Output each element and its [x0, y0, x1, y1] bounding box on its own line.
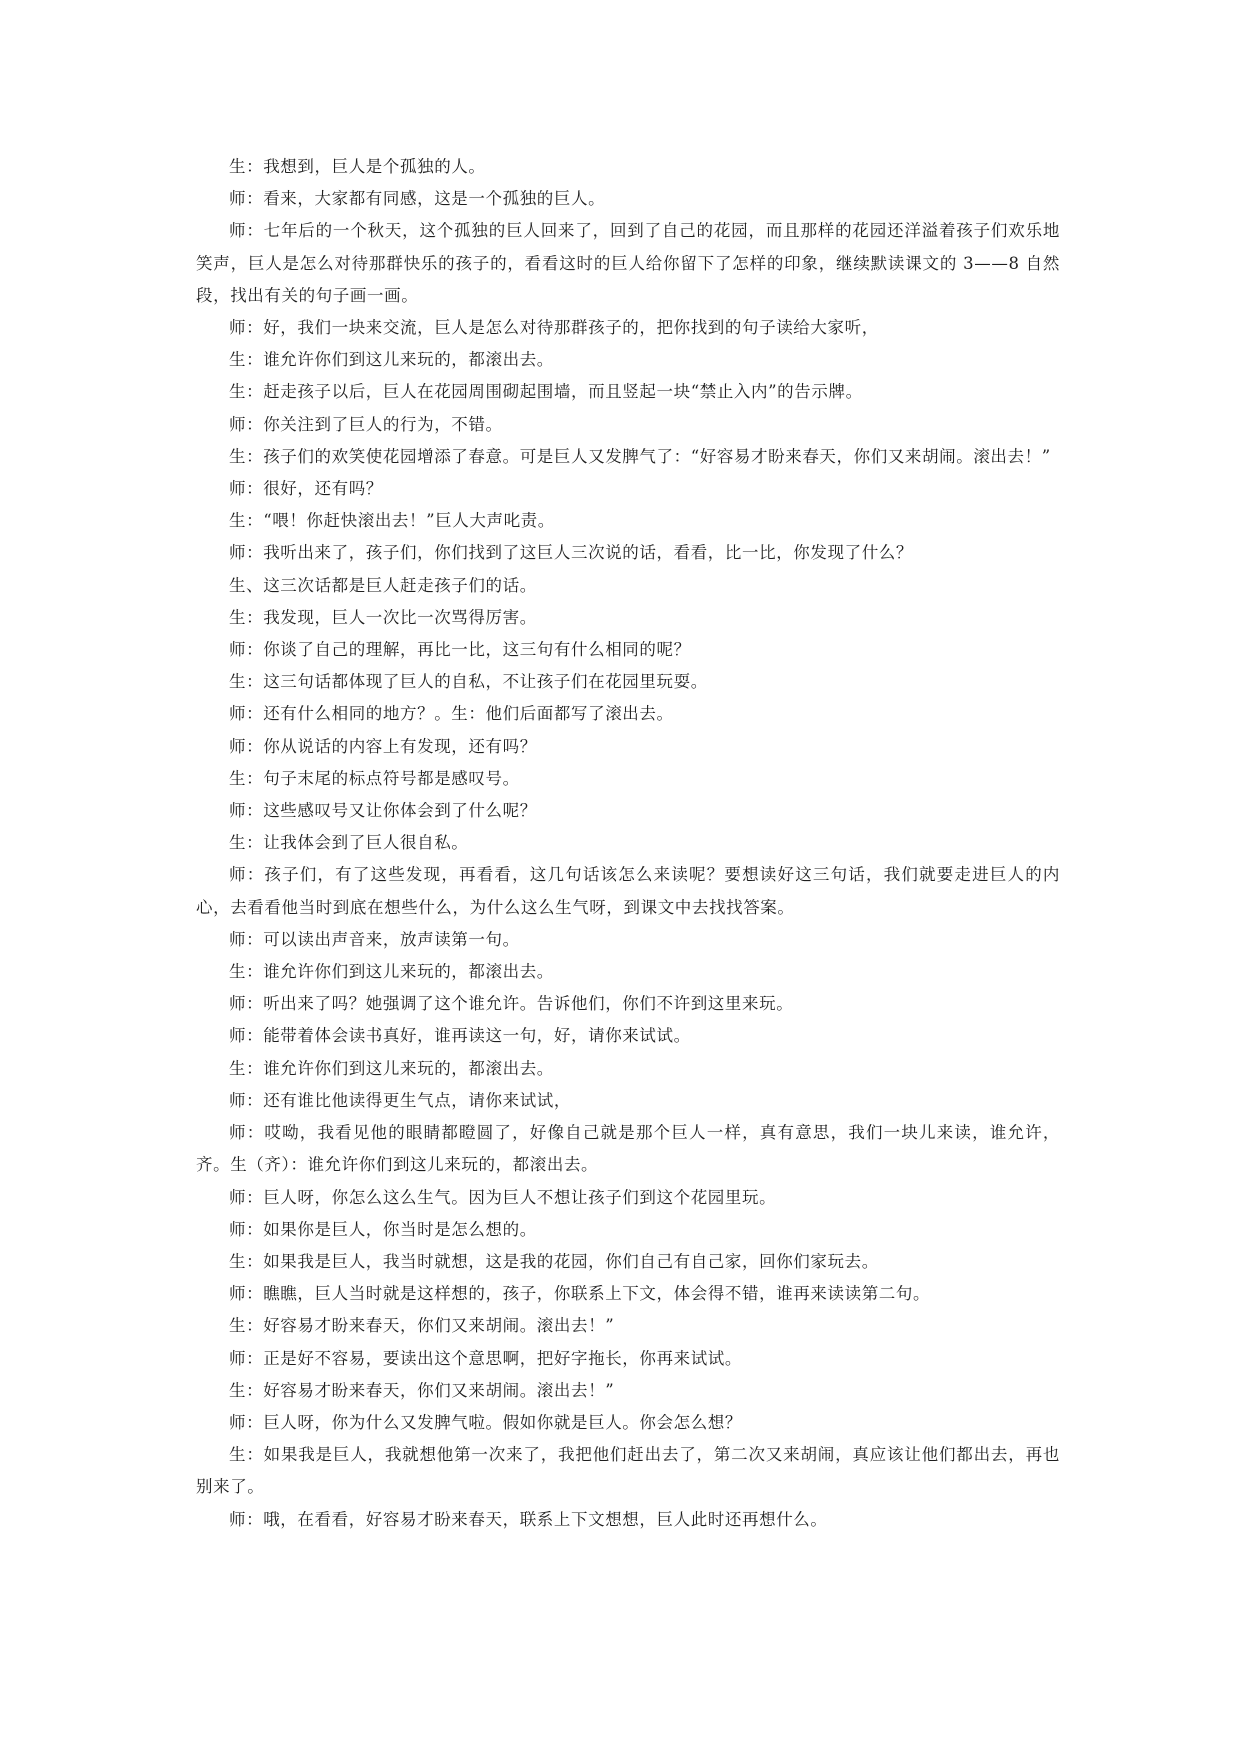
dialogue-paragraph: 师：正是好不容易，要读出这个意思啊，把好字拖长，你再来试试。 [229, 1348, 742, 1368]
dialogue-paragraph: 生、这三次话都是巨人赶走孩子们的话。 [229, 575, 537, 595]
dialogue-paragraph: 师：哦，在看看，好容易才盼来春天，联系上下文想想，巨人此时还再想什么。 [229, 1509, 828, 1529]
dialogue-paragraph: 生：谁允许你们到这儿来玩的，都滚出去。 [229, 1058, 554, 1078]
dialogue-paragraph: 师：巨人呀，你怎么这么生气。因为巨人不想让孩子们到这个花园里玩。 [229, 1187, 777, 1207]
dialogue-paragraph: 师：能带着体会读书真好，谁再读这一句，好，请你来试试。 [229, 1026, 691, 1046]
dialogue-paragraph: 生：这三句话都体现了巨人的自私，不让孩子们在花园里玩耍。 [229, 672, 708, 692]
dialogue-paragraph: 师：好，我们一块来交流，巨人是怎么对待那群孩子的，把你找到的句子读给大家听， [229, 318, 879, 338]
dialogue-paragraph: 师：瞧瞧，巨人当时就是这样想的，孩子，你联系上下文，体会得不错，谁再来读读第二句。 [229, 1284, 931, 1304]
dialogue-paragraph: 生：如果我是巨人，我当时就想，这是我的花园，你们自己有自己家，回你们家玩去。 [229, 1251, 879, 1271]
dialogue-paragraph: 生：谁允许你们到这儿来玩的，都滚出去。 [229, 350, 554, 370]
dialogue-paragraph: 师：还有谁比他读得更生气点，请你来试试， [229, 1090, 571, 1110]
dialogue-paragraph: 师：七年后的一个秋天，这个孤独的巨人回来了，回到了自己的花园，而且那样的花园还洋溢着孩子们欢乐地笑声，巨人是怎么对待那群快乐的孩子的，看看这时的巨人给你留下了怎样的印象，继续默读课文的 3——8 自然段，找出有关的句子画一画。 [196, 221, 1060, 305]
dialogue-paragraph: 师：你关注到了巨人的行为，不错。 [229, 414, 503, 434]
dialogue-paragraph: 师：可以读出声音来，放声读第一句。 [229, 929, 520, 949]
dialogue-paragraph: 生：好容易才盼来春天，你们又来胡闹。滚出去！” [229, 1316, 615, 1336]
dialogue-paragraph: 生：孩子们的欢笑使花园增添了春意。可是巨人又发脾气了：“好容易才盼来春天，你们又来胡闹。滚出去！” [229, 446, 1051, 466]
dialogue-paragraph: 师：我听出来了，孩子们，你们找到了这巨人三次说的话，看看，比一比，你发现了什么？ [229, 543, 913, 563]
dialogue-paragraph: 师：如果你是巨人，你当时是怎么想的。 [229, 1219, 537, 1239]
dialogue-paragraph: 师：还有什么相同的地方？。生：他们后面都写了滚出去。 [229, 704, 674, 724]
dialogue-paragraph: 生：赶走孩子以后，巨人在花园周围砌起围墙，而且竖起一块“禁止入内”的告示牌。 [229, 382, 863, 402]
dialogue-paragraph: 师：你谈了自己的理解，再比一比，这三句有什么相同的呢？ [229, 640, 691, 660]
dialogue-paragraph: 生：谁允许你们到这儿来玩的，都滚出去。 [229, 962, 554, 982]
dialogue-paragraph: 生：如果我是巨人，我就想他第一次来了，我把他们赶出去了，第二次又来胡闹，真应该让他们都出去，再也别来了。 [196, 1445, 1060, 1497]
dialogue-paragraph: 生：让我体会到了巨人很自私。 [229, 833, 469, 853]
dialogue-paragraph: 生：“喂！你赶快滚出去！”巨人大声叱责。 [229, 511, 555, 531]
document-body [196, 151, 1060, 1536]
dialogue-paragraph: 师：孩子们，有了这些发现，再看看，这几句话该怎么来读呢？要想读好这三句话，我们就要走进巨人的内心，去看看他当时到底在想些什么，为什么这么生气呀，到课文中去找找答案。 [196, 865, 1060, 917]
dialogue-paragraph: 师：听出来了吗？她强调了这个谁允许。告诉他们，你们不许到这里来玩。 [229, 994, 794, 1014]
dialogue-paragraph: 生：我想到，巨人是个孤独的人。 [229, 157, 486, 176]
dialogue-paragraph: 生：好容易才盼来春天，你们又来胡闹。滚出去！” [229, 1380, 615, 1400]
dialogue-paragraph: 师：哎呦，我看见他的眼睛都瞪圆了，好像自己就是那个巨人一样，真有意思，我们一块儿来读，谁允许，齐。生（齐）：谁允许你们到这儿来玩的，都滚出去。 [196, 1123, 1060, 1175]
dialogue-paragraph: 生：我发现，巨人一次比一次骂得厉害。 [229, 607, 537, 627]
dialogue-paragraph: 生：句子末尾的标点符号都是感叹号。 [229, 768, 520, 788]
dialogue-paragraph: 师：巨人呀，你为什么又发脾气啦。假如你就是巨人。你会怎么想？ [229, 1412, 742, 1432]
dialogue-paragraph: 师：看来，大家都有同感，这是一个孤独的巨人。 [229, 189, 606, 209]
dialogue-paragraph: 师：这些感叹号又让你体会到了什么呢？ [229, 801, 537, 821]
dialogue-paragraph: 师：很好，还有吗？ [229, 479, 383, 499]
dialogue-paragraph: 师：你从说话的内容上有发现，还有吗？ [229, 736, 537, 756]
